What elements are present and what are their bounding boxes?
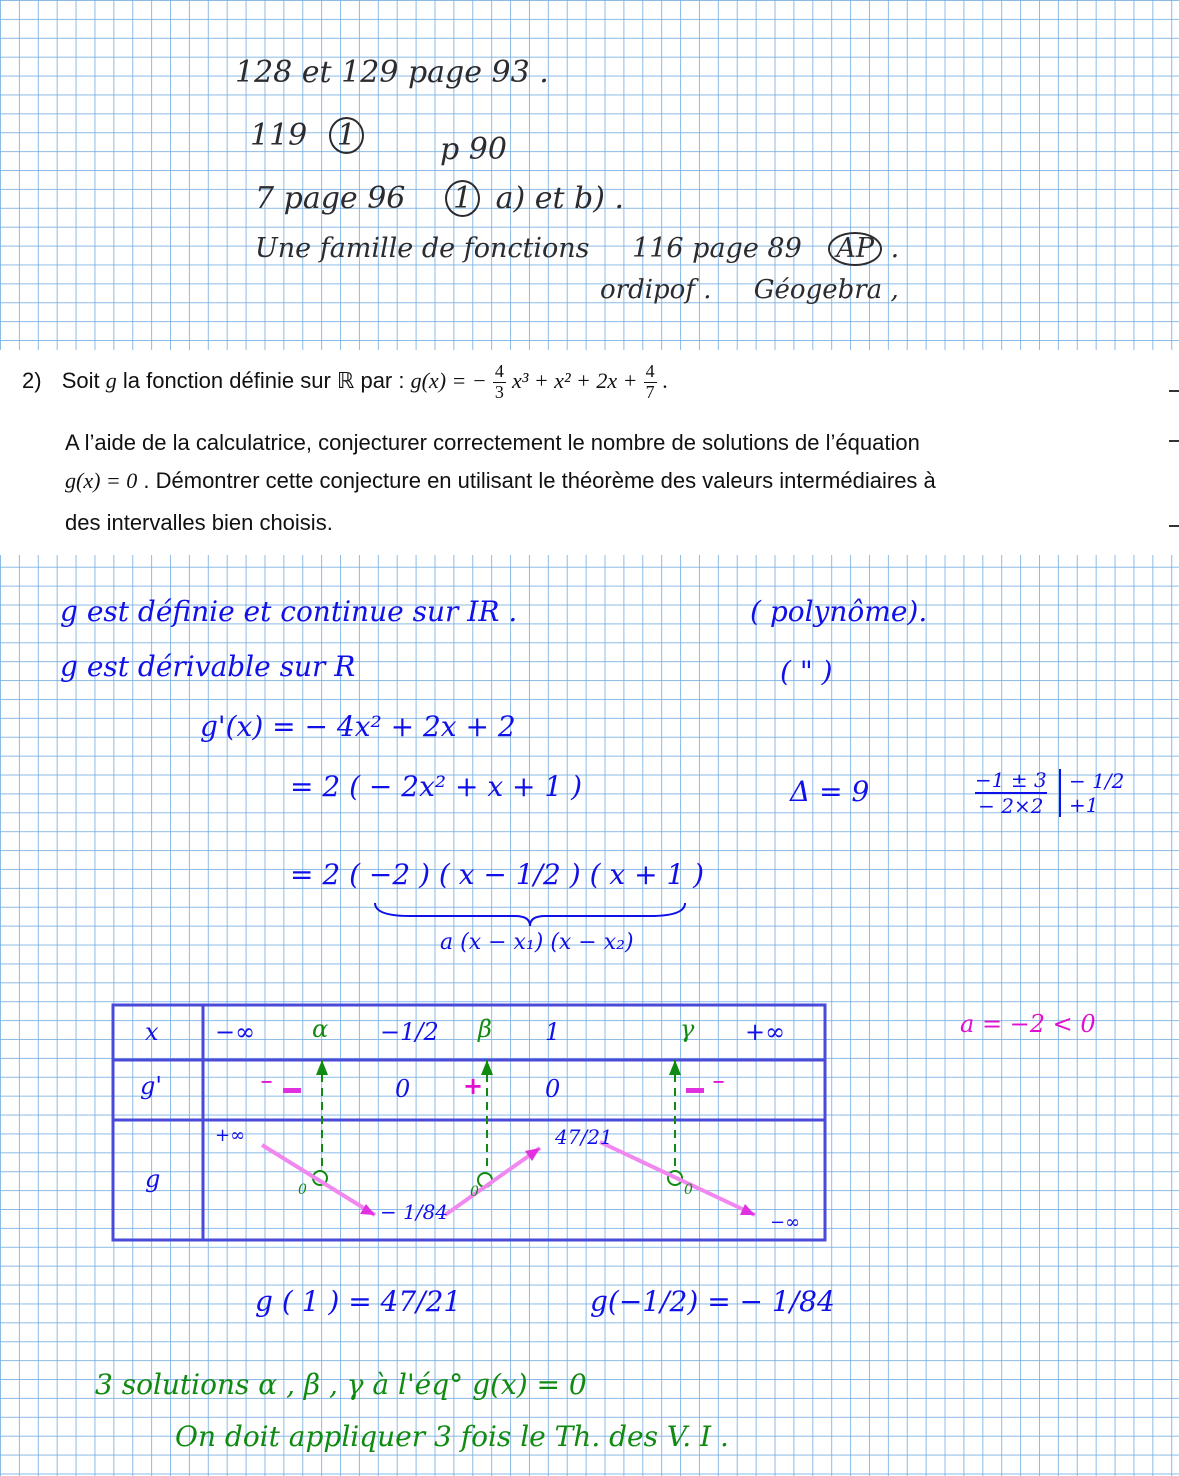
gprime-zero-1: 0 — [395, 1075, 411, 1103]
derivative-line-3: = 2 ( −2 ) ( x − 1/2 ) ( x + 1 ) — [290, 858, 705, 891]
g-end-value: −∞ — [770, 1212, 801, 1233]
x-minus-infinity: −∞ — [215, 1018, 256, 1046]
derivative-line-2: = 2 ( − 2x² + x + 1 ) — [290, 770, 583, 803]
x-one: 1 — [545, 1018, 561, 1046]
exercise-line-4: des intervalles bien choisis. — [65, 510, 333, 535]
discriminant: Δ = 9 — [790, 775, 870, 808]
note-page-90: p 90 — [440, 132, 507, 167]
frac2-num: 4 — [645, 361, 655, 381]
exercise-line-3-text: . Démontrer cette conjecture en utilisant le théorème des valeurs intermédiaires à — [143, 468, 936, 493]
root-plus-one: +1 — [1069, 793, 1099, 817]
conclusion-apply-ivt: On doit appliquer 3 fois le Th. des V. I . — [175, 1420, 729, 1453]
leading-coefficient-note: a = −2 < 0 — [960, 1010, 1096, 1038]
roots-num: −1 ± 3 — [975, 768, 1047, 792]
note-ordipof: ordipof . — [600, 275, 712, 305]
formula-lhs: g(x) = − — [410, 368, 487, 394]
root-minus-half: − 1/2 — [1069, 769, 1125, 793]
formula-mid: x³ + x² + 2x + — [511, 368, 638, 394]
exercise-intro: Soit — [61, 368, 100, 394]
sign-minus-2: − — [712, 1072, 726, 1091]
x-plus-infinity: +∞ — [745, 1018, 786, 1046]
note-exercise-119: 119 — [250, 118, 308, 153]
conclusion-three-solutions: 3 solutions α , β , γ à l'éq° g(x) = 0 — [95, 1368, 587, 1401]
circled-one-b: 1 — [445, 180, 480, 217]
gamma-label: γ — [680, 1015, 695, 1043]
frac2-den: 7 — [645, 381, 655, 402]
table-x-label: x — [145, 1018, 159, 1046]
g-local-max: 47/21 — [555, 1125, 613, 1149]
reals-symbol: ℝ — [336, 368, 355, 394]
beta-label: β — [478, 1015, 492, 1043]
note-exercise-7: 7 page 96 — [255, 181, 406, 216]
x-minus-half: −1/2 — [380, 1018, 439, 1046]
sign-minus-1: − — [260, 1072, 274, 1091]
exercise-par: par : — [360, 368, 405, 394]
value-g-minus-half: g(−1/2) = − 1/84 — [590, 1285, 835, 1318]
exercise-number: 2) — [22, 368, 42, 394]
table-gprime-label: g' — [140, 1072, 162, 1100]
note-parts: a) et b) . — [495, 181, 625, 216]
gprime-zero-2: 0 — [545, 1075, 561, 1103]
zero-mark-gamma: 0 — [684, 1182, 693, 1198]
zero-mark-alpha: 0 — [298, 1182, 307, 1198]
note-line-1: 128 et 129 page 93 . — [235, 55, 549, 90]
g-start-value: +∞ — [215, 1125, 246, 1146]
equation-g-zero: g(x) = 0 — [65, 468, 138, 493]
note-geogebra: Géogebra , — [753, 275, 899, 305]
solution-note-ditto: ( " ) — [780, 655, 833, 688]
alpha-label: α — [312, 1015, 329, 1043]
function-name: g — [105, 368, 117, 394]
solution-line-derivable: g est dérivable sur R — [60, 650, 356, 683]
factored-form: a (x − x₁) (x − x₂) — [440, 930, 634, 955]
table-g-label: g — [145, 1165, 161, 1193]
solution-note-polynome: ( polynôme). — [750, 595, 928, 628]
frac1-den: 3 — [494, 381, 504, 402]
formula-end: . — [662, 368, 669, 394]
note-dot: . — [890, 233, 900, 264]
value-g-1: g ( 1 ) = 47/21 — [255, 1285, 462, 1318]
derivative-line-1: g'(x) = − 4x² + 2x + 2 — [200, 710, 516, 743]
frac1-num: 4 — [494, 361, 504, 381]
g-local-min: − 1/84 — [380, 1200, 449, 1224]
exercise-line-2: A l’aide de la calculatrice, conjecturer correctement le nombre de solutions de l’équation — [65, 430, 920, 455]
circled-ap: AP — [828, 232, 882, 266]
note-famille: Une famille de fonctions — [255, 233, 590, 264]
exercise-def-text: la fonction définie sur — [122, 368, 331, 394]
circled-one: 1 — [329, 117, 364, 154]
zero-mark-beta: 0 — [470, 1184, 479, 1200]
sign-plus: + — [463, 1072, 484, 1100]
solution-line-continuity: g est définie et continue sur IR . — [60, 595, 518, 628]
note-116: 116 page 89 — [632, 233, 802, 264]
roots-den: − 2×2 — [978, 794, 1044, 818]
